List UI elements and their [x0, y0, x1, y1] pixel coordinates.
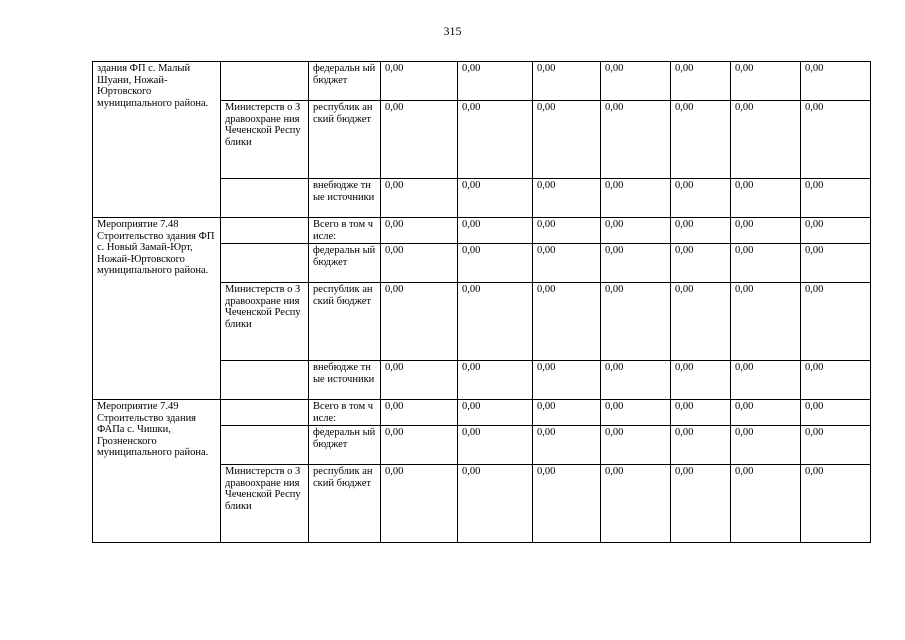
value-cell: 0,00: [458, 62, 533, 101]
value-cell: 0,00: [458, 361, 533, 400]
value-cell: 0,00: [671, 218, 731, 244]
value-cell: 0,00: [601, 400, 671, 426]
value-cell: 0,00: [601, 244, 671, 283]
value-cell: 0,00: [458, 400, 533, 426]
value-cell: 0,00: [458, 244, 533, 283]
value-cell: 0,00: [801, 244, 871, 283]
value-cell: 0,00: [458, 465, 533, 543]
value-cell: 0,00: [731, 244, 801, 283]
value-cell: 0,00: [801, 400, 871, 426]
value-cell: 0,00: [601, 101, 671, 179]
value-cell: 0,00: [381, 400, 458, 426]
funding-source-cell: федеральн ый бюджет: [309, 426, 381, 465]
value-cell: 0,00: [533, 179, 601, 218]
executor-cell: [221, 218, 309, 244]
value-cell: 0,00: [731, 218, 801, 244]
value-cell: 0,00: [801, 465, 871, 543]
value-cell: 0,00: [533, 244, 601, 283]
value-cell: 0,00: [601, 179, 671, 218]
value-cell: 0,00: [671, 465, 731, 543]
funding-source-cell: федеральн ый бюджет: [309, 62, 381, 101]
executor-cell: Министерств о Здравоохране ния Чеченской Республики: [221, 283, 309, 361]
value-cell: 0,00: [458, 101, 533, 179]
value-cell: 0,00: [801, 283, 871, 361]
budget-table: [92, 61, 871, 543]
table-row: [93, 62, 871, 101]
funding-source-cell: республик анский бюджет: [309, 101, 381, 179]
value-cell: 0,00: [381, 426, 458, 465]
value-cell: 0,00: [731, 426, 801, 465]
executor-cell: [221, 244, 309, 283]
value-cell: 0,00: [731, 179, 801, 218]
value-cell: 0,00: [381, 179, 458, 218]
value-cell: 0,00: [533, 400, 601, 426]
page-number: 315: [443, 24, 462, 38]
value-cell: 0,00: [671, 244, 731, 283]
value-cell: 0,00: [731, 62, 801, 101]
table-row: [93, 400, 871, 426]
executor-cell: [221, 62, 309, 101]
activity-cell: здания ФП с. Малый Шуани, Ножай-Юртовского муниципального района.: [93, 62, 221, 218]
value-cell: 0,00: [533, 218, 601, 244]
value-cell: 0,00: [801, 179, 871, 218]
value-cell: 0,00: [533, 283, 601, 361]
funding-source-cell: республик анский бюджет: [309, 283, 381, 361]
value-cell: 0,00: [381, 244, 458, 283]
value-cell: 0,00: [381, 101, 458, 179]
table-body: [93, 62, 871, 543]
value-cell: 0,00: [801, 218, 871, 244]
value-cell: 0,00: [381, 465, 458, 543]
value-cell: 0,00: [533, 62, 601, 101]
value-cell: 0,00: [458, 218, 533, 244]
executor-cell: [221, 179, 309, 218]
value-cell: 0,00: [731, 283, 801, 361]
value-cell: 0,00: [731, 361, 801, 400]
executor-cell: [221, 361, 309, 400]
table-row: [93, 218, 871, 244]
value-cell: 0,00: [801, 426, 871, 465]
value-cell: 0,00: [671, 62, 731, 101]
value-cell: 0,00: [458, 426, 533, 465]
value-cell: 0,00: [801, 101, 871, 179]
funding-source-cell: федеральн ый бюджет: [309, 244, 381, 283]
value-cell: 0,00: [801, 62, 871, 101]
value-cell: 0,00: [458, 283, 533, 361]
value-cell: 0,00: [671, 101, 731, 179]
value-cell: 0,00: [381, 62, 458, 101]
value-cell: 0,00: [731, 465, 801, 543]
funding-source-cell: Всего в том числе:: [309, 400, 381, 426]
executor-cell: [221, 426, 309, 465]
activity-cell: Мероприятие 7.48 Строительство здания ФП с. Новый Замай-Юрт, Ножай-Юртовского муниципального района.: [93, 218, 221, 400]
value-cell: 0,00: [601, 361, 671, 400]
funding-source-cell: Всего в том числе:: [309, 218, 381, 244]
value-cell: 0,00: [601, 218, 671, 244]
value-cell: 0,00: [601, 465, 671, 543]
value-cell: 0,00: [671, 179, 731, 218]
value-cell: 0,00: [731, 400, 801, 426]
executor-cell: Министерств о Здравоохране ния Чеченской Республики: [221, 465, 309, 543]
value-cell: 0,00: [801, 361, 871, 400]
value-cell: 0,00: [731, 101, 801, 179]
value-cell: 0,00: [671, 400, 731, 426]
value-cell: 0,00: [671, 361, 731, 400]
value-cell: 0,00: [601, 283, 671, 361]
value-cell: 0,00: [381, 218, 458, 244]
value-cell: 0,00: [381, 361, 458, 400]
activity-cell: Мероприятие 7.49 Строительство здания ФАПа с. Чишки, Грозненского муниципального района.: [93, 400, 221, 543]
executor-cell: [221, 400, 309, 426]
funding-source-cell: внебюдже тные источники: [309, 179, 381, 218]
value-cell: 0,00: [533, 465, 601, 543]
funding-source-cell: внебюдже тные источники: [309, 361, 381, 400]
value-cell: 0,00: [381, 283, 458, 361]
value-cell: 0,00: [533, 101, 601, 179]
value-cell: 0,00: [601, 62, 671, 101]
funding-source-cell: республик анский бюджет: [309, 465, 381, 543]
value-cell: 0,00: [601, 426, 671, 465]
value-cell: 0,00: [671, 426, 731, 465]
value-cell: 0,00: [533, 361, 601, 400]
executor-cell: Министерств о Здравоохране ния Чеченской Республики: [221, 101, 309, 179]
value-cell: 0,00: [533, 426, 601, 465]
value-cell: 0,00: [458, 179, 533, 218]
value-cell: 0,00: [671, 283, 731, 361]
